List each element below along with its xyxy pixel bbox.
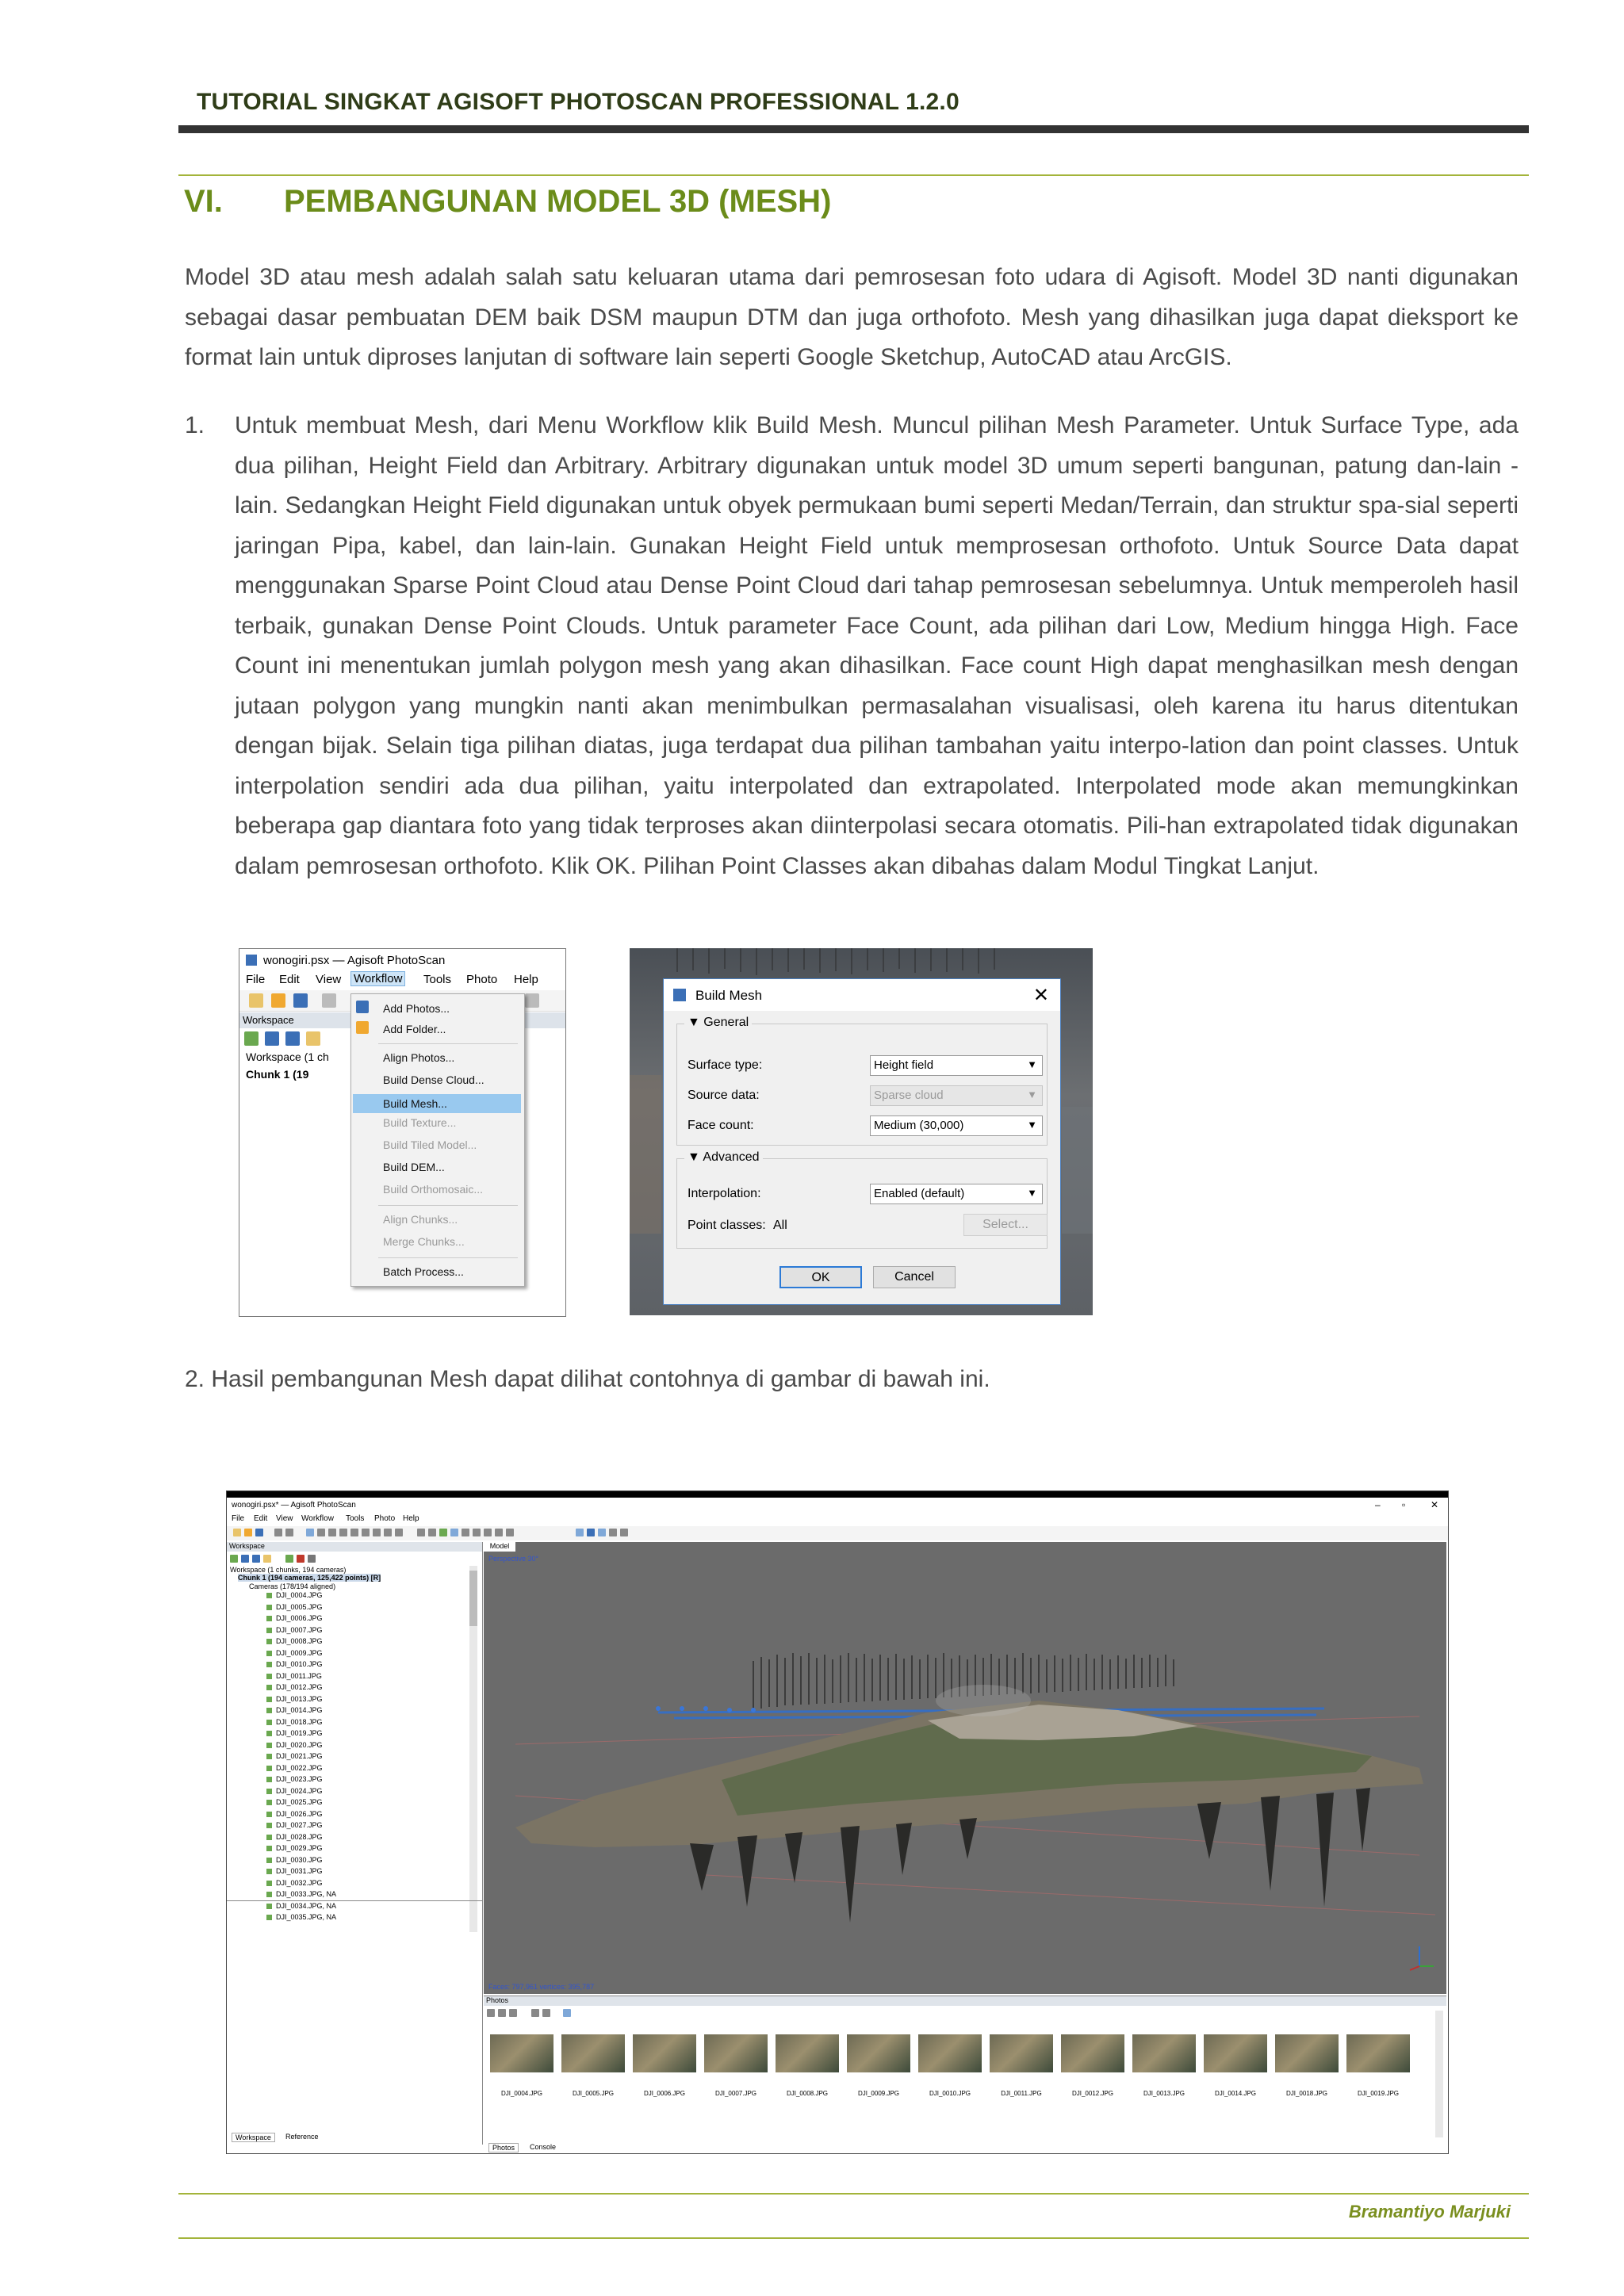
photos-label: Photos (486, 1996, 509, 2004)
menu-view[interactable]: View (276, 1514, 293, 1523)
show-wireframe-icon[interactable] (462, 1529, 469, 1536)
camera-list-item[interactable]: DJI_0018.JPG (276, 1717, 323, 1726)
show-points-icon[interactable] (428, 1529, 436, 1536)
camera-icon (266, 1881, 272, 1886)
menu-item-align-chunks[interactable]: Align Chunks... (383, 1213, 458, 1226)
photo-thumbnail[interactable] (776, 2034, 839, 2072)
face-count-label: Face count: (688, 1119, 754, 1132)
camera-list-item[interactable]: DJI_0028.JPG (276, 1832, 323, 1841)
section-number: VI. (184, 184, 223, 219)
photo-thumbnail-label: DJI_0009.JPG (857, 2090, 900, 2097)
disable-icon[interactable] (297, 1555, 304, 1563)
undo-icon[interactable] (322, 993, 336, 1008)
point-classes-value: All (773, 1219, 787, 1232)
show-region-icon[interactable] (598, 1529, 606, 1536)
photo-thumbnail[interactable] (1275, 2034, 1339, 2072)
camera-list-item[interactable]: DJI_0014.JPG (276, 1706, 323, 1714)
build-mesh-dialog (663, 978, 1061, 1305)
photo-thumbnail-label: DJI_0018.JPG (1285, 2090, 1328, 2097)
window-title: wonogiri.psx — Agisoft PhotoScan (263, 954, 446, 967)
workspace-pane-header (227, 1542, 482, 1552)
menu-tools[interactable]: Tools (423, 973, 452, 986)
photo-thumbnail-label: DJI_0014.JPG (1214, 2090, 1257, 2097)
collapse-triangle-icon: ▼ (688, 1150, 700, 1164)
camera-list-item[interactable]: DJI_0025.JPG (276, 1798, 323, 1806)
camera-icon (266, 1639, 272, 1644)
menu-item-add-folder[interactable]: Add Folder... (383, 1023, 446, 1035)
interpolation-select[interactable] (870, 1184, 1043, 1204)
camera-icon (266, 1674, 272, 1679)
new-icon[interactable] (233, 1529, 241, 1536)
workflow-menu-screenshot (239, 948, 566, 1317)
new-icon[interactable] (249, 993, 263, 1008)
dialog-title: Build Mesh (695, 988, 763, 1003)
collapse-triangle-icon: ▼ (688, 1016, 700, 1029)
photo-thumbnail[interactable] (1061, 2034, 1124, 2072)
view-mode-icon[interactable] (563, 2009, 571, 2017)
show-cameras-toggle-icon[interactable] (576, 1529, 584, 1536)
camera-icon (266, 1777, 272, 1782)
photo-thumbnail[interactable] (990, 2034, 1053, 2072)
photoscan-app-icon (673, 989, 686, 1001)
menu-item-align-photos[interactable]: Align Photos... (383, 1051, 455, 1064)
camera-list-item[interactable]: DJI_0031.JPG (276, 1867, 323, 1875)
surface-type-value: Height field (874, 1058, 934, 1072)
camera-list-item[interactable]: DJI_0021.JPG (276, 1752, 323, 1760)
photo-toolbar-icon[interactable] (487, 2009, 495, 2017)
camera-icon (266, 1720, 272, 1725)
camera-icon (266, 1754, 272, 1759)
menu-item-build-texture[interactable]: Build Texture... (383, 1116, 457, 1129)
save-icon[interactable] (293, 993, 308, 1008)
menu-edit[interactable]: Edit (254, 1514, 268, 1523)
add-chunk-icon[interactable] (244, 1031, 259, 1046)
menu-help[interactable]: Help (514, 973, 538, 986)
add-photos-menu-icon (356, 1001, 369, 1013)
camera-icon (266, 1743, 272, 1748)
show-shaded-icon[interactable] (439, 1529, 447, 1536)
camera-list-item[interactable]: DJI_0027.JPG (276, 1821, 323, 1829)
point-classes-label: Point classes: (688, 1219, 766, 1232)
workflow-dropdown (350, 993, 525, 1287)
camera-icon (266, 1593, 272, 1598)
photo-thumbnail[interactable] (847, 2034, 910, 2072)
photo-thumbnail-label: DJI_0011.JPG (1001, 2090, 1042, 2097)
camera-list-item[interactable]: DJI_0005.JPG (276, 1602, 323, 1611)
menu-photo[interactable]: Photo (466, 973, 498, 986)
camera-list-item[interactable]: DJI_0019.JPG (276, 1729, 323, 1737)
camera-icon (266, 1915, 272, 1920)
chevron-down-icon: ▼ (1027, 1089, 1037, 1100)
intro-paragraph: Model 3D atau mesh adalah salah satu keluaran utama dari pemrosesan foto udara di Agisoft. Model 3D nanti digunakan sebagai dasar pembuatan DEM baik DSM maupun DTM dan juga orthofoto. Mesh yang dihasilkan juga dapat dieksport ke format lain untuk diproses lanjutan di software lain seperti Google Sketchup, AutoCAD atau ArcGIS. (185, 264, 1519, 370)
remove-photo-icon[interactable] (509, 2009, 517, 2017)
photos-scrollbar[interactable] (1435, 2011, 1443, 2137)
rotate-region-icon[interactable] (362, 1529, 370, 1536)
tree-cameras[interactable]: Cameras (178/194 aligned) (249, 1582, 336, 1590)
tree-chunk[interactable]: Chunk 1 (19 (246, 1068, 309, 1081)
footer-author: Bramantiyo Marjuki (1348, 2202, 1511, 2221)
window-title: wonogiri.psx* — Agisoft PhotoScan (232, 1501, 356, 1510)
camera-list-item[interactable]: DJI_0009.JPG (276, 1648, 323, 1657)
ok-button[interactable]: OK (779, 1266, 862, 1288)
camera-list-item[interactable]: DJI_0033.JPG, NA (276, 1890, 337, 1898)
reset-view-icon[interactable] (620, 1529, 628, 1536)
tab-photos[interactable]: Photos (488, 2143, 519, 2152)
camera-list-item[interactable]: DJI_0010.JPG (276, 1660, 323, 1668)
menu-edit[interactable]: Edit (279, 973, 300, 986)
camera-list-item[interactable]: DJI_0004.JPG (276, 1591, 323, 1599)
show-cameras-icon[interactable] (417, 1529, 425, 1536)
tree-chunk[interactable]: Chunk 1 (194 cameras, 125,422 points) [R] (238, 1574, 381, 1582)
show-tiled-icon[interactable] (484, 1529, 492, 1536)
add-markers-icon[interactable] (306, 1031, 320, 1046)
camera-icon (266, 1616, 272, 1621)
photo-thumbnail-label: DJI_0005.JPG (572, 2090, 615, 2097)
camera-icon (266, 1846, 272, 1851)
tab-model[interactable]: Model (484, 1542, 515, 1552)
menu-workflow[interactable]: Workflow (301, 1514, 334, 1523)
camera-icon (266, 1892, 272, 1897)
photo-thumbnail-label: DJI_0004.JPG (500, 2090, 543, 2097)
surface-type-label: Surface type: (688, 1058, 763, 1072)
menu-item-build-dem[interactable]: Build DEM... (383, 1161, 445, 1173)
camera-icon (266, 1605, 272, 1610)
camera-icon (266, 1662, 272, 1667)
tab-console[interactable]: Console (530, 2143, 557, 2151)
close-icon[interactable] (525, 993, 539, 1008)
menu-workflow[interactable]: Workflow (350, 971, 405, 986)
step-1-number: 1. (185, 412, 205, 438)
camera-icon (266, 1823, 272, 1828)
workspace-label: Workspace (243, 1014, 294, 1026)
rectangle-select-icon[interactable] (317, 1529, 325, 1536)
remove-icon[interactable] (308, 1555, 316, 1563)
delete-selection-icon[interactable] (384, 1529, 392, 1536)
save-icon[interactable] (255, 1529, 263, 1536)
camera-list-item[interactable]: DJI_0022.JPG (276, 1763, 323, 1772)
photos-pane (484, 1996, 1446, 2153)
enable-icon[interactable] (285, 1555, 293, 1563)
header-thin-rule (178, 174, 1529, 176)
show-solid-icon[interactable] (450, 1529, 458, 1536)
resize-region-icon[interactable] (350, 1529, 358, 1536)
maximize-icon[interactable]: ▫ (1402, 1499, 1406, 1510)
source-data-label: Source data: (688, 1089, 760, 1102)
build-mesh-dialog-screenshot (630, 948, 1093, 1315)
camera-list-item[interactable]: DJI_0032.JPG (276, 1878, 323, 1887)
mesh-result-screenshot (226, 1490, 1449, 2154)
camera-list-item[interactable]: DJI_0013.JPG (276, 1694, 323, 1703)
workspace-pane (227, 1542, 483, 2145)
menu-item-build-dense-cloud[interactable]: Build Dense Cloud... (383, 1073, 485, 1086)
rotate-photo-icon[interactable] (542, 2009, 550, 2017)
surface-type-select[interactable] (870, 1055, 1043, 1076)
add-folder-menu-icon (356, 1021, 369, 1034)
photo-thumbnail-label: DJI_0013.JPG (1143, 2090, 1185, 2097)
dialog-titlebar (664, 979, 1060, 1011)
face-count-value: Medium (30,000) (874, 1119, 964, 1132)
photo-thumbnail[interactable] (1346, 2034, 1410, 2072)
add-folder-icon[interactable] (285, 1031, 300, 1046)
show-dem-icon[interactable] (495, 1529, 503, 1536)
menu-file[interactable]: File (232, 1514, 245, 1523)
camera-list-item[interactable]: DJI_0020.JPG (276, 1740, 323, 1749)
camera-list-item[interactable]: DJI_0008.JPG (276, 1637, 323, 1645)
pane-splitter[interactable] (227, 1900, 482, 1901)
close-icon[interactable]: ✕ (1431, 1499, 1439, 1510)
menu-file[interactable]: File (246, 973, 266, 986)
camera-icon (266, 1789, 272, 1794)
main-toolbar (227, 1526, 1448, 1540)
circle-select-icon[interactable] (328, 1529, 336, 1536)
show-ortho-icon[interactable] (506, 1529, 514, 1536)
open-icon[interactable] (271, 993, 285, 1008)
footer-rule (178, 2193, 1529, 2195)
photo-thumbnail-label: DJI_0006.JPG (643, 2090, 686, 2097)
chevron-down-icon: ▼ (1027, 1119, 1037, 1131)
crop-selection-icon[interactable] (395, 1529, 403, 1536)
face-count-select[interactable] (870, 1115, 1043, 1136)
camera-icon (266, 1858, 272, 1863)
menu-item-merge-chunks[interactable]: Merge Chunks... (383, 1235, 465, 1248)
camera-list-item[interactable]: DJI_0012.JPG (276, 1683, 323, 1691)
menu-item-build-orthomosaic[interactable]: Build Orthomosaic... (383, 1183, 484, 1196)
interpolation-label: Interpolation: (688, 1187, 761, 1200)
camera-list-item[interactable]: DJI_0034.JPG, NA (276, 1901, 337, 1910)
camera-list-item[interactable]: DJI_0035.JPG, NA (276, 1913, 337, 1921)
photo-thumbnail[interactable] (633, 2034, 696, 2072)
camera-list-item[interactable]: DJI_0024.JPG (276, 1786, 323, 1795)
menu-separator (378, 1205, 518, 1206)
chevron-down-icon: ▼ (1027, 1058, 1037, 1070)
menu-item-batch-process[interactable]: Batch Process... (383, 1265, 464, 1278)
close-icon[interactable]: ✕ (1032, 985, 1049, 1006)
camera-list-item[interactable]: DJI_0007.JPG (276, 1625, 323, 1634)
camera-icon (266, 1685, 272, 1690)
undo-icon[interactable] (274, 1529, 282, 1536)
tab-workspace[interactable]: Workspace (232, 2133, 275, 2142)
add-chunk-icon[interactable] (230, 1555, 238, 1563)
add-photos-icon[interactable] (265, 1031, 279, 1046)
menu-separator (378, 1043, 518, 1044)
menu-photo[interactable]: Photo (374, 1514, 396, 1523)
camera-icon (266, 1869, 272, 1874)
header-rule (178, 125, 1529, 133)
free-form-select-icon[interactable] (339, 1529, 347, 1536)
mesh-model-graphic (484, 1542, 1446, 1994)
perspective-label: Perspective 30° (488, 1555, 539, 1563)
interpolation-value: Enabled (default) (874, 1187, 965, 1200)
menu-tools[interactable]: Tools (346, 1514, 365, 1523)
camera-icon (266, 1731, 272, 1736)
camera-list-item[interactable]: DJI_0006.JPG (276, 1614, 323, 1622)
photo-thumbnail[interactable] (490, 2034, 553, 2072)
photo-thumbnail-label: DJI_0019.JPG (1357, 2090, 1400, 2097)
camera-icon (266, 1628, 272, 1633)
step-2-text: 2. Hasil pembangunan Mesh dapat dilihat contohnya di gambar di bawah ini. (185, 1366, 990, 1392)
camera-list-item[interactable]: DJI_0029.JPG (276, 1844, 323, 1852)
camera-list-item[interactable]: DJI_0026.JPG (276, 1809, 323, 1818)
chevron-down-icon: ▼ (1027, 1187, 1037, 1199)
photo-toolbar-icon[interactable] (498, 2009, 506, 2017)
source-data-value: Sparse cloud (874, 1089, 944, 1102)
menu-help[interactable]: Help (403, 1514, 419, 1523)
photo-thumbnail-label: DJI_0007.JPG (714, 2090, 757, 2097)
advanced-group-label[interactable] (684, 1150, 763, 1165)
menu-item-add-photos[interactable]: Add Photos... (383, 1002, 450, 1015)
photoscan-app-icon (246, 955, 257, 966)
faces-info: Faces: 797,961 vertices: 395,787 (488, 1983, 595, 1991)
tree-workspace[interactable]: Workspace (1 chunks, 194 cameras) (230, 1566, 347, 1574)
rotate-photo-icon[interactable] (531, 2009, 539, 2017)
show-trackball-icon[interactable] (609, 1529, 617, 1536)
menu-item-build-mesh[interactable]: Build Mesh... (353, 1094, 521, 1113)
camera-list-item[interactable]: DJI_0030.JPG (276, 1855, 323, 1864)
step-1-text: Untuk membuat Mesh, dari Menu Workflow klik Build Mesh. Muncul pilihan Mesh Parameter. Untuk Surface Type, ada dua pilihan, Height Field dan Arbitrary. Arbitrary digunakan untuk model 3D umum seperti bangunan, patung dan-lain - lain. Sedangkan Height Field digunakan untuk obyek permukaan bumi seperti Medan/Terrain, dan struktur spa-sial seperti jaringan Pipa, kabel, dan lain-lain. Gunakan Height Field untuk memprosesan orthofoto. Untuk Source Data dapat menggunakan Sparse Point Cloud atau Dense Point Cloud dari tahap pemrosesan sebelumnya. Untuk memperoleh hasil terbaik, gunakan Dense Point Clouds. Untuk parameter Face Count, ada pilihan dari Low, Medium hingga High. Face Count ini menentukan jumlah polygon mesh yang akan dihasilkan. Face count High dapat menghasilkan mesh dengan jutaan polygon yang mungkin nanti akan menimbulkan permasalahan visualisasi, oleh karena itu harus ditentukan dengan bijak. Selain tiga pilihan diatas, juga terdapat dua pilihan tambahan yaitu interpo-lation dan point classes. Untuk interpolation sendiri ada dua pilihan, yaitu interpolated dan extrapolated. Interpolated mode akan memungkinkan beberapa gap diantara foto yang tidak terproses akan diinterpolasi secara otomatis. Pili-han extrapolated tidak digunakan dalam pemrosesan orthofoto. Klik OK. Pilihan Point Classes akan dibahas dalam Modul Tingkat Lanjut. (235, 412, 1519, 879)
photo-thumbnail[interactable] (1204, 2034, 1267, 2072)
tab-reference[interactable]: Reference (285, 2133, 319, 2141)
camera-icon (266, 1708, 272, 1713)
camera-list-item[interactable]: DJI_0023.JPG (276, 1775, 323, 1783)
photo-thumbnail-label: DJI_0008.JPG (786, 2090, 829, 2097)
show-markers-icon[interactable] (587, 1529, 595, 1536)
open-icon[interactable] (244, 1529, 252, 1536)
section-title: PEMBANGUNAN MODEL 3D (MESH) (284, 184, 832, 219)
advanced-label: Advanced (703, 1150, 760, 1164)
camera-icon (266, 1651, 272, 1656)
rotate-object-icon[interactable] (373, 1529, 381, 1536)
camera-icon (266, 1697, 272, 1702)
photo-thumbnail-label: DJI_0012.JPG (1071, 2090, 1114, 2097)
menu-view[interactable]: View (316, 973, 342, 986)
photo-thumbnail-label: DJI_0010.JPG (929, 2090, 971, 2097)
document-header-title: TUTORIAL SINGKAT AGISOFT PHOTOSCAN PROFESSIONAL 1.2.0 (197, 89, 959, 115)
footer-rule-bottom (178, 2237, 1529, 2239)
add-photos-icon[interactable] (241, 1555, 249, 1563)
camera-icon (266, 1766, 272, 1771)
model-viewport[interactable] (484, 1542, 1446, 1994)
window-titlebar (239, 949, 565, 971)
general-group-label[interactable] (684, 1016, 752, 1030)
minimize-icon[interactable]: – (1375, 1499, 1381, 1510)
camera-icon (266, 1904, 272, 1909)
show-textured-icon[interactable] (473, 1529, 481, 1536)
navigation-icon[interactable] (306, 1529, 314, 1536)
general-label: General (703, 1016, 749, 1029)
workspace-label: Workspace (229, 1542, 265, 1550)
camera-icon (266, 1835, 272, 1840)
photo-thumbnail[interactable] (561, 2034, 625, 2072)
photos-pane-header (484, 1996, 1446, 2006)
photo-thumbnail[interactable] (704, 2034, 768, 2072)
add-markers-icon[interactable] (263, 1555, 271, 1563)
menu-separator (378, 1257, 518, 1258)
photo-thumbnail[interactable] (1132, 2034, 1196, 2072)
tree-workspace[interactable]: Workspace (1 ch (246, 1050, 329, 1063)
select-button[interactable]: Select... (963, 1214, 1048, 1236)
camera-icon (266, 1812, 272, 1817)
menu-item-build-tiled-model[interactable]: Build Tiled Model... (383, 1138, 477, 1151)
source-data-select[interactable] (870, 1085, 1043, 1106)
cancel-button[interactable]: Cancel (873, 1266, 956, 1288)
tree-scrollbar-thumb[interactable] (469, 1571, 477, 1626)
camera-list-item[interactable]: DJI_0011.JPG (276, 1671, 322, 1680)
camera-icon (266, 1800, 272, 1805)
photo-thumbnail[interactable] (918, 2034, 982, 2072)
add-folder-icon[interactable] (252, 1555, 260, 1563)
window-topbar (227, 1491, 1448, 1498)
redo-icon[interactable] (285, 1529, 293, 1536)
